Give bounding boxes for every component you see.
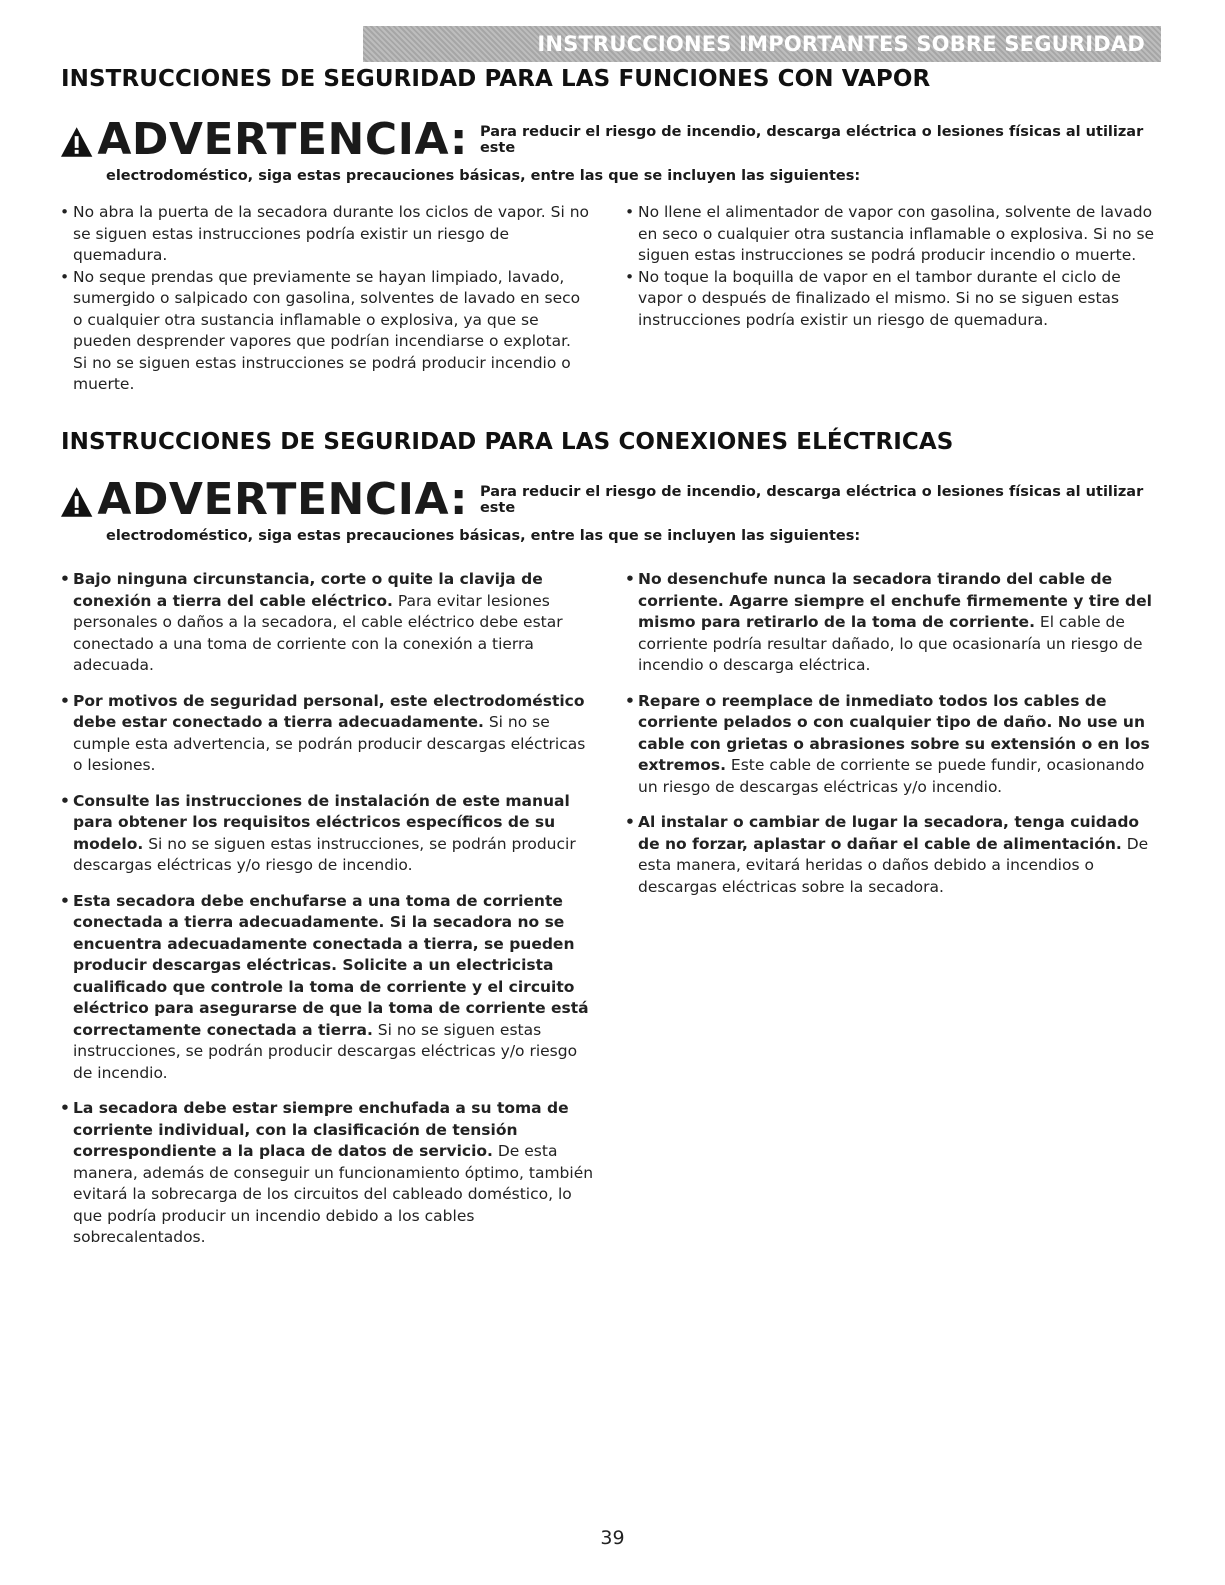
warning-triangle-icon — [60, 486, 93, 518]
list-item — [60, 791, 595, 877]
list-item — [60, 569, 595, 677]
list-item — [60, 1098, 595, 1249]
warning-word: ADVERTENCIA: — [97, 114, 468, 165]
item-text: No llene el alimentador de vapor con gasolina, solvente de lavado en seco o cualquier otra sustancia inflamable o explosiva. Si no se siguen estas instrucciones se podrá producir incendio o muerte. — [638, 203, 1155, 264]
banner-text: INSTRUCCIONES IMPORTANTES SOBRE SEGURIDAD — [537, 32, 1145, 56]
warning-block-steam — [60, 114, 1170, 184]
warning-line-2: electrodoméstico, siga estas precauciones básicas, entre las que se incluyen las siguientes: — [106, 528, 861, 544]
page-number: 39 — [600, 1527, 625, 1549]
list-item — [60, 267, 590, 396]
item-text: De esta manera, evitará heridas o daños debido a incendios o descargas eléctricas sobre la secadora. — [638, 834, 1149, 896]
bullet: • — [625, 570, 635, 588]
warning-word: ADVERTENCIA: — [97, 474, 468, 525]
item-text: El cable de corriente podría resultar dañado, lo que ocasionaría un riesgo de incendio o descarga eléctrica. — [638, 613, 1143, 674]
list-item — [625, 202, 1165, 267]
bullet: • — [625, 267, 635, 286]
bullet: • — [60, 691, 70, 710]
item-text: Si no se cumple esta advertencia, se podrán producir descargas eléctricas o lesiones. — [73, 713, 586, 774]
item-text: De esta manera, además de conseguir un funcionamiento óptimo, también evitará la sobrecarga de los circuitos del cableado doméstico, lo que podría producir un incendio debido a los cables sobrecalentados. — [73, 1142, 594, 1246]
item-bold-text: Al instalar o cambiar de lugar la secadora, tenga cuidado de no forzar, aplastar o dañar el cable de alimentación. — [638, 813, 1140, 853]
item-text: Este cable de corriente se puede fundir, ocasionando un riesgo de descargas eléctricas y/o incendio. — [638, 756, 1145, 796]
section-title-electrical: INSTRUCCIONES DE SEGURIDAD PARA LAS CONEXIONES ELÉCTRICAS — [61, 429, 954, 455]
bullet: • — [625, 813, 635, 831]
item-bold-text: Consulte las instrucciones de instalación de este manual para obtener los requisitos eléctricos específicos de su modelo. — [73, 791, 570, 853]
warning-line-2: electrodoméstico, siga estas precauciones básicas, entre las que se incluyen las siguientes: — [106, 168, 861, 184]
item-text: No abra la puerta de la secadora durante los ciclos de vapor. Si no se siguen estas instrucciones podría existir un riesgo de quemadura. — [73, 203, 590, 264]
item-bold-text: No desenchufe nunca la secadora tirando del cable de corriente. Agarre siempre el enchufe firmemente y tire del mismo para retirarlo de la toma de corriente. — [638, 570, 1152, 631]
item-bold-text: Repare o reemplace de inmediato todos los cables de corriente pelados o con cualquier tipo de daño. No use un cable con grietas o abrasiones sobre su extensión o en los extremos. — [638, 691, 1150, 774]
header-banner — [363, 26, 1161, 62]
bullet: • — [60, 791, 70, 810]
list-item — [60, 891, 595, 1085]
warning-line-1: Para reducir el riesgo de incendio, descarga eléctrica o lesiones físicas al utilizar este — [479, 484, 1144, 516]
item-bold-text: La secadora debe estar siempre enchufada a su toma de corriente individual, con la clasificación de tensión correspondiente a la placa de datos de servicio. — [73, 1099, 569, 1160]
item-bold-text: Esta secadora debe enchufarse a una toma de corriente conectada a tierra adecuadamente. Si la secadora no se encuentra adecuadamente conectada a tierra, se pueden producir descargas eléctricas. Solicite a un electricista cualificado que controle la toma de corriente y el circuito eléctrico para asegurarse de que la toma de corriente está correctamente conectada a tierra. — [73, 891, 589, 1039]
list-item — [625, 691, 1165, 799]
bullet: • — [60, 891, 70, 910]
item-text: Para evitar lesiones personales o daños a la secadora, el cable eléctrico debe estar conectado a una toma de corriente con la conexión a tierra adecuada. — [73, 591, 563, 674]
list-item — [625, 812, 1165, 898]
bullet: • — [60, 570, 70, 588]
warning-block-electrical — [60, 474, 1170, 544]
item-bold-text: Bajo ninguna circunstancia, corte o quite la clavija de conexión a tierra del cable eléctrico. — [73, 570, 543, 610]
item-text: Si no se siguen estas instrucciones, se podrán producir descargas eléctricas y/o riesgo de incendio. — [73, 834, 576, 874]
list-item — [625, 569, 1165, 677]
bullet: • — [625, 203, 635, 221]
bullet: • — [60, 203, 70, 221]
warning-line-1: Para reducir el riesgo de incendio, descarga eléctrica o lesiones físicas al utilizar este — [479, 124, 1144, 156]
warning-triangle-icon — [60, 126, 93, 158]
list-item — [625, 267, 1165, 332]
section-title-steam: INSTRUCCIONES DE SEGURIDAD PARA LAS FUNCIONES CON VAPOR — [61, 66, 931, 92]
steam-right-column — [625, 202, 1165, 331]
steam-left-column — [60, 202, 590, 396]
list-item — [60, 691, 595, 777]
bullet: • — [60, 1099, 70, 1117]
item-text: No seque prendas que previamente se hayan limpiado, lavado, sumergido o salpicado con gasolina, solventes de lavado en seco o cualquier otra sustancia inflamable o explosiva, ya que se pueden desprender vapores que podrían incendiarse o explotar. Si no se siguen estas instrucciones se podrá producir incendio o muerte. — [73, 267, 581, 393]
electrical-right-column — [625, 569, 1165, 898]
bullet: • — [60, 267, 70, 286]
item-bold-text: Por motivos de seguridad personal, este electrodoméstico debe estar conectado a tierra adecuadamente. — [73, 691, 585, 731]
item-text: Si no se siguen estas instrucciones, se podrán producir descargas eléctricas y/o riesgo de incendio. — [73, 1020, 578, 1082]
electrical-left-column — [60, 569, 595, 1249]
bullet: • — [625, 691, 635, 710]
list-item — [60, 202, 590, 267]
item-text: No toque la boquilla de vapor en el tambor durante el ciclo de vapor o después de finalizado el mismo. Si no se siguen estas instrucciones podría existir un riesgo de quemadura. — [638, 267, 1121, 329]
